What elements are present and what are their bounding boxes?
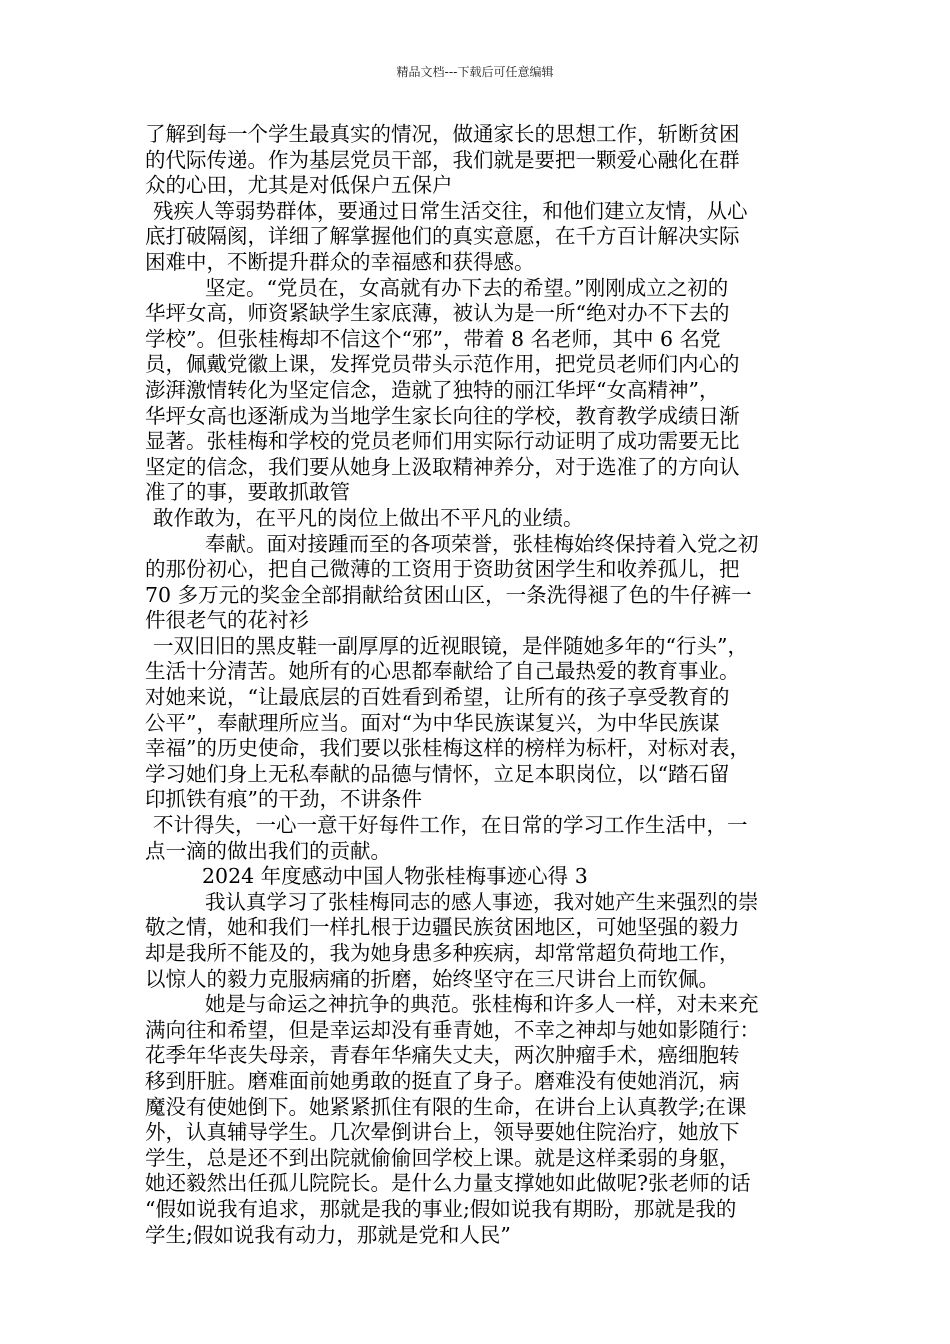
text-line: 的代际传递。作为基层党员干部，我们就是要把一颗爱心融化在群 xyxy=(145,147,740,172)
text-line: “假如说我有追求，那就是我的事业;假如说我有期盼，那就是我的 xyxy=(145,1196,737,1221)
text-line: 学生;假如说我有动力，那就是党和人民” xyxy=(145,1222,511,1247)
text-line: 奉献。面对接踵而至的各项荣誉，张桂梅始终保持着入党之初 xyxy=(205,531,759,556)
text-line: 底打破隔阂，详细了解掌握他们的真实意愿，在千方百计解决实际 xyxy=(145,224,740,249)
text-line: 困难中，不断提升群众的幸福感和获得感。 xyxy=(145,249,535,274)
text-line: 众的心田，尤其是对低保户五保户 xyxy=(145,173,453,198)
text-line: 满向往和希望，但是幸运却没有垂青她，不幸之神却与她如影随行： xyxy=(145,1017,760,1042)
text-line: 生活十分清苦。她所有的心思都奉献给了自己最热爱的教育事业。 xyxy=(145,659,740,684)
text-line: 准了的事，要敢抓敢管 xyxy=(145,480,350,505)
text-line: 公平”，奉献理所应当。面对“为中华民族谋复兴，为中华民族谋 xyxy=(145,710,720,735)
text-line: 外，认真辅导学生。几次晕倒讲台上，领导要她住院治疗，她放下 xyxy=(145,1120,740,1145)
text-line: 件很老气的花衬衫 xyxy=(145,608,309,633)
text-line: 残疾人等弱势群体，要通过日常生活交往，和他们建立友情，从心 xyxy=(153,198,748,223)
text-line: 不计得失，一心一意干好每件工作，在日常的学习工作生活中，一 xyxy=(153,813,748,838)
text-line: 我认真学习了张桂梅同志的感人事迹，我对她产生来强烈的崇 xyxy=(205,889,759,914)
text-line: 华坪女高也逐渐成为当地学生家长向往的学校，教育教学成绩日渐 xyxy=(145,403,740,428)
text-line: 却是我所不能及的，我为她身患多种疾病，却常常超负荷地工作， xyxy=(145,941,740,965)
text-line: 华坪女高，师资紧缺学生家底薄，被认为是一所“绝对办不下去的 xyxy=(145,301,730,326)
page-header: 精品文档---下载后可任意编辑 xyxy=(396,65,554,79)
text-line: 学生，总是还不到出院就偷偷回学校上课。就是这样柔弱的身躯， xyxy=(145,1145,740,1170)
text-line: 学校”。但张桂梅却不信这个“邪”，带着 8 名老师，其中 6 名党 xyxy=(145,326,721,351)
text-line: 花季年华丧失母亲，青春年华痛失丈夫，两次肿瘤手术，癌细胞转 xyxy=(145,1043,740,1068)
text-line: 了解到每一个学生最真实的情况，做通家长的思想工作，斩断贫困 xyxy=(145,122,740,146)
text-line: 移到肝脏。磨难面前她勇敢的挺直了身子。磨难没有使她消沉，病 xyxy=(145,1068,740,1093)
text-line: 70 多万元的奖金全部捐献给贫困山区，一条洗得褪了色的牛仔裤一 xyxy=(145,582,752,607)
text-line: 澎湃激情转化为坚定信念，造就了独特的丽江华坪“女高精神”， xyxy=(145,377,720,402)
text-line: 2024 年度感动中国人物张桂梅事迹心得 3 xyxy=(202,864,588,889)
text-line: 坚定。“党员在，女高就有办下去的希望。”刚刚成立之初的 xyxy=(205,275,729,300)
text-line: 的那份初心，把自己微薄的工资用于资助贫困学生和收养孤儿，把 xyxy=(145,557,740,582)
text-line: 印抓铁有痕”的干劲，不讲条件 xyxy=(145,787,422,812)
text-line: 她还毅然出任孤儿院院长。是什么力量支撑她如此做呢?张老师的话 xyxy=(145,1171,751,1196)
text-line: 员，佩戴党徽上课，发挥党员带头示范作用，把党员老师们内心的 xyxy=(145,352,740,377)
text-line: 魔没有使她倒下。她紧紧抓住有限的生命，在讲台上认真教学;在课 xyxy=(145,1094,747,1119)
text-line: 敬之情，她和我们一样扎根于边疆民族贫困地区，可她坚强的毅力 xyxy=(145,915,740,940)
text-line: 学习她们身上无私奉献的品德与情怀，立足本职岗位，以“踏石留 xyxy=(145,761,730,786)
text-line: 她是与命运之神抗争的典范。张桂梅和许多人一样，对未来充 xyxy=(205,992,759,1017)
text-line: 一双旧旧的黑皮鞋一副厚厚的近视眼镜，是伴随她多年的“行头”， xyxy=(153,633,748,658)
text-line: 幸福”的历史使命，我们要以张桂梅这样的榜样为标杆，对标对表， xyxy=(145,736,750,761)
text-line: 显著。张桂梅和学校的党员老师们用实际行动证明了成功需要无比 xyxy=(145,429,740,454)
text-line: 对她来说，“让最底层的百姓看到希望，让所有的孩子享受教育的 xyxy=(145,685,730,710)
document-body xyxy=(145,122,810,1248)
text-line: 点一滴的做出我们的贡献。 xyxy=(145,838,391,863)
text-line: 坚定的信念，我们要从她身上汲取精神养分，对于选准了的方向认 xyxy=(145,454,740,479)
text-line: 以惊人的毅力克服病痛的折磨，始终坚守在三尺讲台上而钦佩。 xyxy=(145,966,719,991)
text-line: 敢作敢为，在平凡的岗位上做出不平凡的业绩。 xyxy=(153,505,584,530)
